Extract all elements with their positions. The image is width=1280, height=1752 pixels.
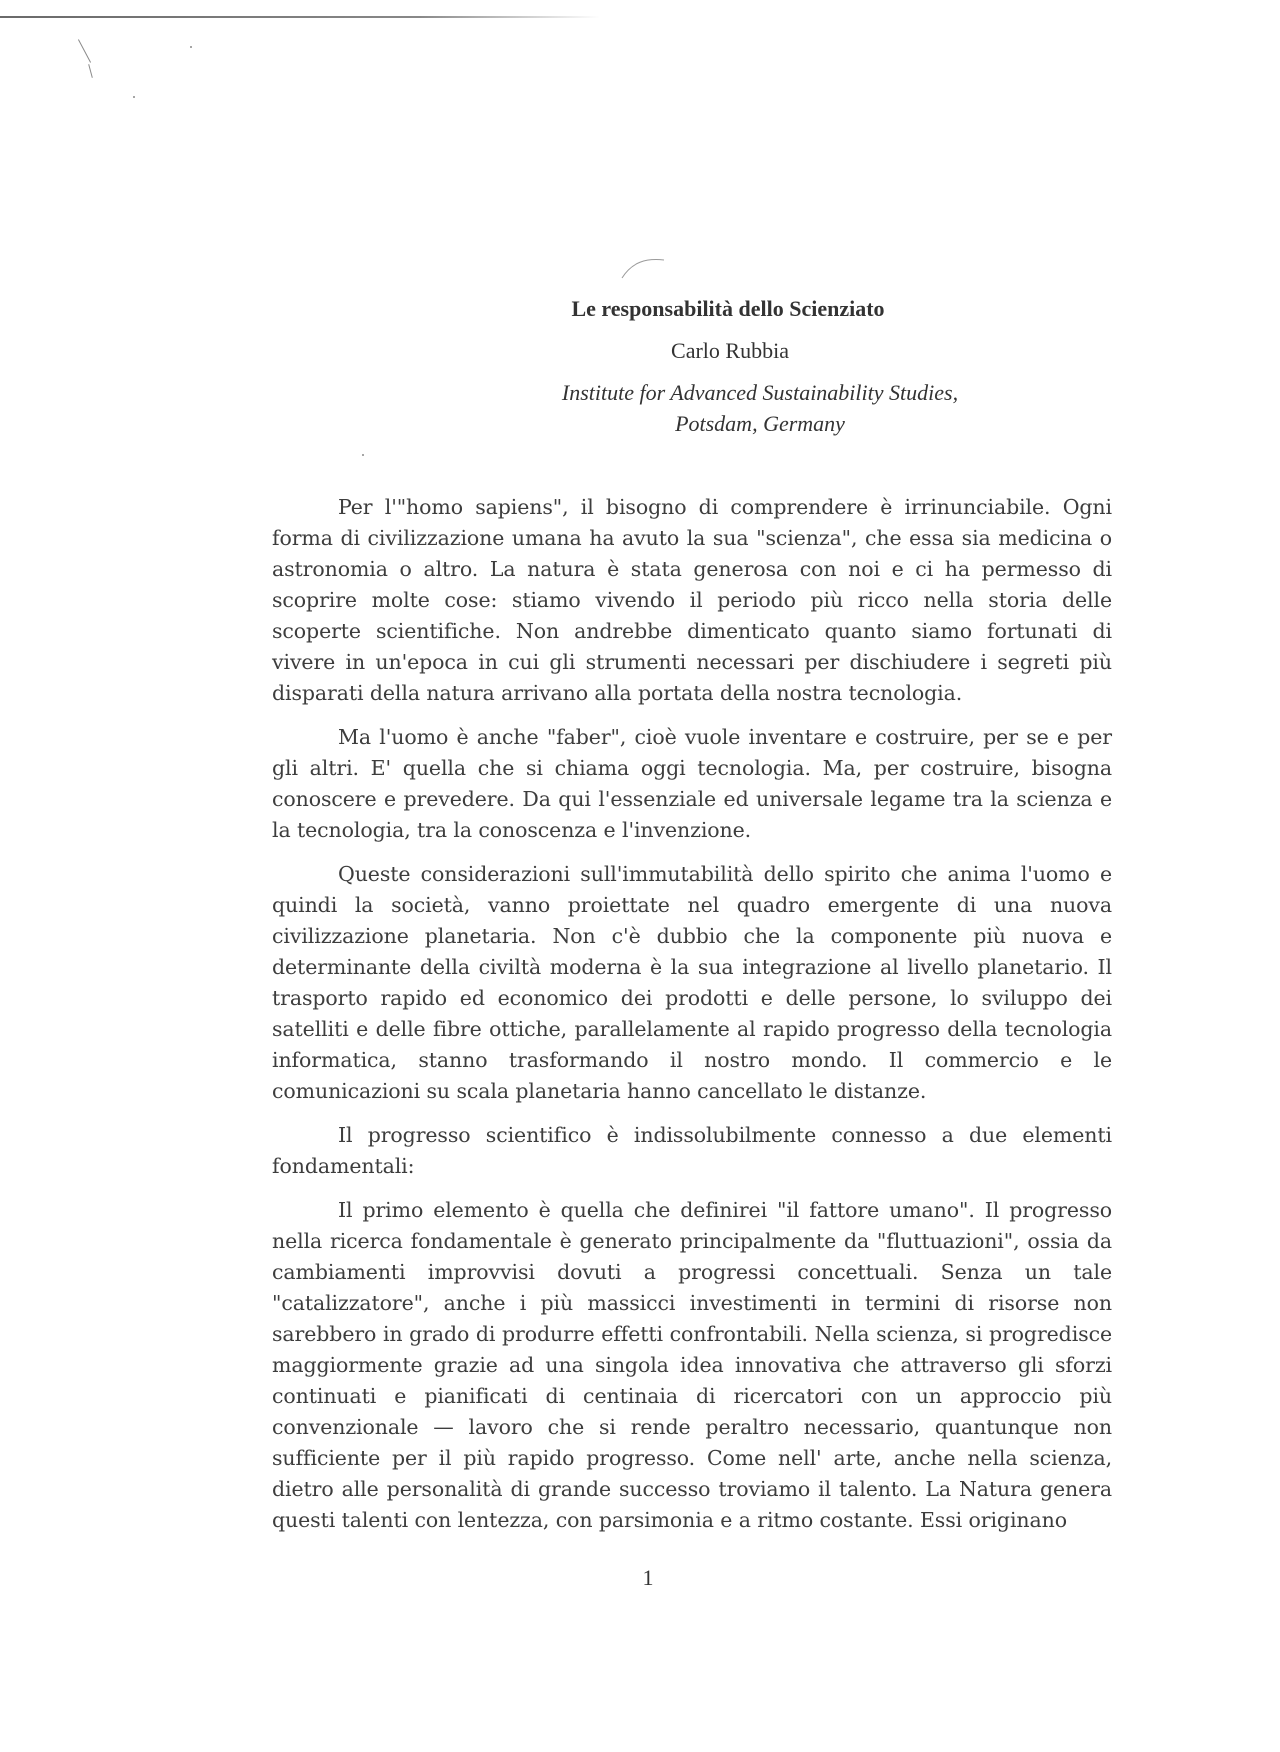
document-title: Le responsabilità dello Scienziato (571, 296, 885, 321)
document-author: Carlo Rubbia (671, 338, 789, 363)
paragraph: Per l'"homo sapiens", il bisogno di comprendere è irrinunciabile. Ogni forma di civilizzazione umana ha avuto la sua "scienza", che essa sia medicina o astronomia o altro. La natura è stata generosa con noi e ci ha permesso di scoprire molte cose: stiamo vivendo il periodo più ricco nella storia delle scoperte scientifiche. Non andrebbe dimenticato quanto siamo fortunati di vivere in un'epoca in cui gli strumenti necessari per dischiudere i segreti più disparati della natura arrivano alla portata della nostra tecnologia. (272, 495, 1112, 705)
scan-mark (133, 96, 135, 98)
scan-border-line (0, 16, 600, 18)
paragraph: Il progresso scientifico è indissolubilmente connesso a due elementi fondamentali: (272, 1123, 1112, 1178)
author-affiliation-location: Potsdam, Germany (675, 411, 845, 436)
paragraph: Queste considerazioni sull'immutabilità dello spirito che anima l'uomo e quindi la società, vanno proiettate nel quadro emergente di una nuova civilizzazione planetaria. Non c'è dubbio che la componente più nuova e determinante della civiltà moderna è la sua integrazione al livello planetario. Il trasporto rapido ed economico dei prodotti e delle persone, lo sviluppo dei satelliti e delle fibre ottiche, parallelamente al rapido progresso della tecnologia informatica, stanno trasformando il nostro mondo. Il commercio e le comunicazioni su scala planetaria hanno cancellato le distanze. (272, 862, 1112, 1103)
author-affiliation-institute: Institute for Advanced Sustainability Studies, (561, 380, 959, 405)
document-body (272, 492, 1112, 1549)
pen-stroke-mark (620, 256, 666, 280)
scan-mark (78, 39, 91, 62)
paragraph: Ma l'uomo è anche "faber", cioè vuole inventare e costruire, per se e per gli altri. E' quella che si chiama oggi tecnologia. Ma, per costruire, bisogna conoscere e prevedere. Da qui l'essenziale ed universale legame tra la scienza e la tecnologia, tra la conoscenza e l'invenzione. (272, 725, 1112, 842)
scan-mark (88, 64, 93, 78)
page-number: 1 (642, 1565, 654, 1590)
scan-mark (190, 46, 192, 48)
paragraph: Il primo elemento è quella che definirei "il fattore umano". Il progresso nella ricerca fondamentale è generato principalmente da "fluttuazioni", ossia da cambiamenti improvvisi dovuti a progressi concettuali. Senza un tale "catalizzatore", anche i più massicci investimenti in termini di risorse non sarebbero in grado di produrre effetti confrontabili. Nella scienza, si progredisce maggiormente grazie ad una singola idea innovativa che attraverso gli sforzi continuati e pianificati di centinaia di ricercatori con un approccio più convenzionale — lavoro che si rende peraltro necessario, quantunque non sufficiente per il più rapido progresso. Come nell' arte, anche nella scienza, dietro alle personalità di grande successo troviamo il talento. La Natura genera questi talenti con lentezza, con parsimonia e a ritmo costante. Essi originano (272, 1198, 1112, 1532)
scan-mark (362, 454, 364, 456)
